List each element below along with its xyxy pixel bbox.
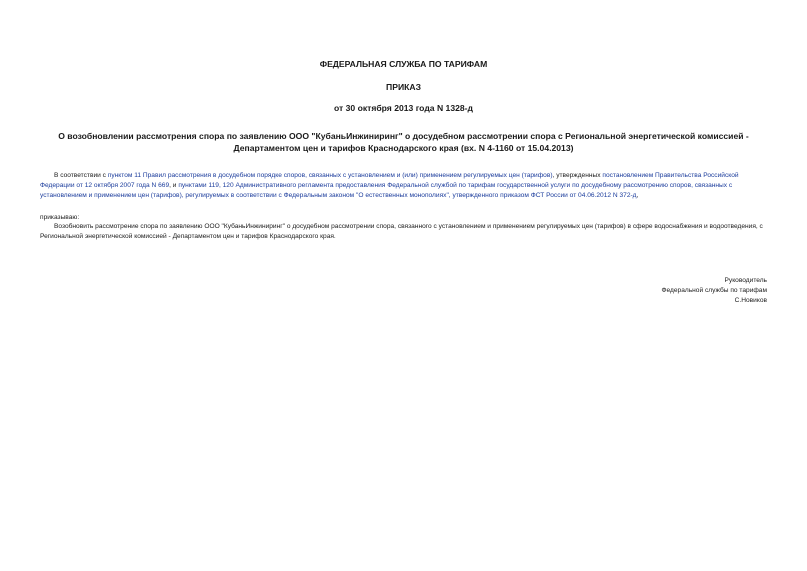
basis-text-1: В соответствии с xyxy=(54,172,108,179)
signature-position-1: Руководитель xyxy=(724,277,767,284)
document-date-number: от 30 октября 2013 года N 1328-д xyxy=(334,103,473,113)
resolution-paragraph: Возобновить рассмотрение спора по заявлению ООО "КубаньИнжиниринг" о досудебном рассмотрении спора, связанного с установлением и применением регулируемых цен (тарифов) в сфере водоснабжения и водоотведения, с Региональной энергетической комиссией - Департаментом цен и тарифов Краснодарского края. xyxy=(40,223,763,240)
basis-paragraph xyxy=(40,171,768,200)
regulation-link[interactable]: пунктами 119, 120 Административного регламента предоставления Федеральной службой по тарифам государственной услуги по досудебному рассмотрению споров, связанных с установлением и применением цен (тарифов), регулируемых в соответствии с Федеральным законом "О естественных монополиях", утвержденного приказом ФСТ России от 04.06.2012 N 372-д xyxy=(40,181,733,199)
agency-heading: ФЕДЕРАЛЬНАЯ СЛУЖБА ПО ТАРИФАМ xyxy=(319,59,488,69)
rules-link[interactable]: пунктом 11 Правил рассмотрения в досудебном порядке споров, связанных с установлением и (или) применением регулируемых цен (тарифов) xyxy=(107,172,553,179)
basis-text-3: , и xyxy=(169,181,179,189)
order-word: приказываю: xyxy=(40,214,80,221)
document-title: О возобновлении рассмотрения спора по заявлению ООО "КубаньИнжиниринг" о досудебном рассмотрении спора с Региональной энергетической комиссией - Департаментом цен и тарифов Краснодарского края (вх. N 4-1160 от 15.04.2013) xyxy=(58,131,749,153)
government-decree-link[interactable]: постановлением Правительства Российской Федерации от 12 октября 2007 года N 669 xyxy=(40,172,739,189)
signature-position-2: Федеральной службы по тарифам xyxy=(661,287,767,294)
signature-name: С.Новиков xyxy=(734,297,767,304)
basis-text-4: , xyxy=(636,191,639,199)
basis-text-2: , утвержденных xyxy=(552,172,603,179)
document-type: ПРИКАЗ xyxy=(386,82,421,92)
